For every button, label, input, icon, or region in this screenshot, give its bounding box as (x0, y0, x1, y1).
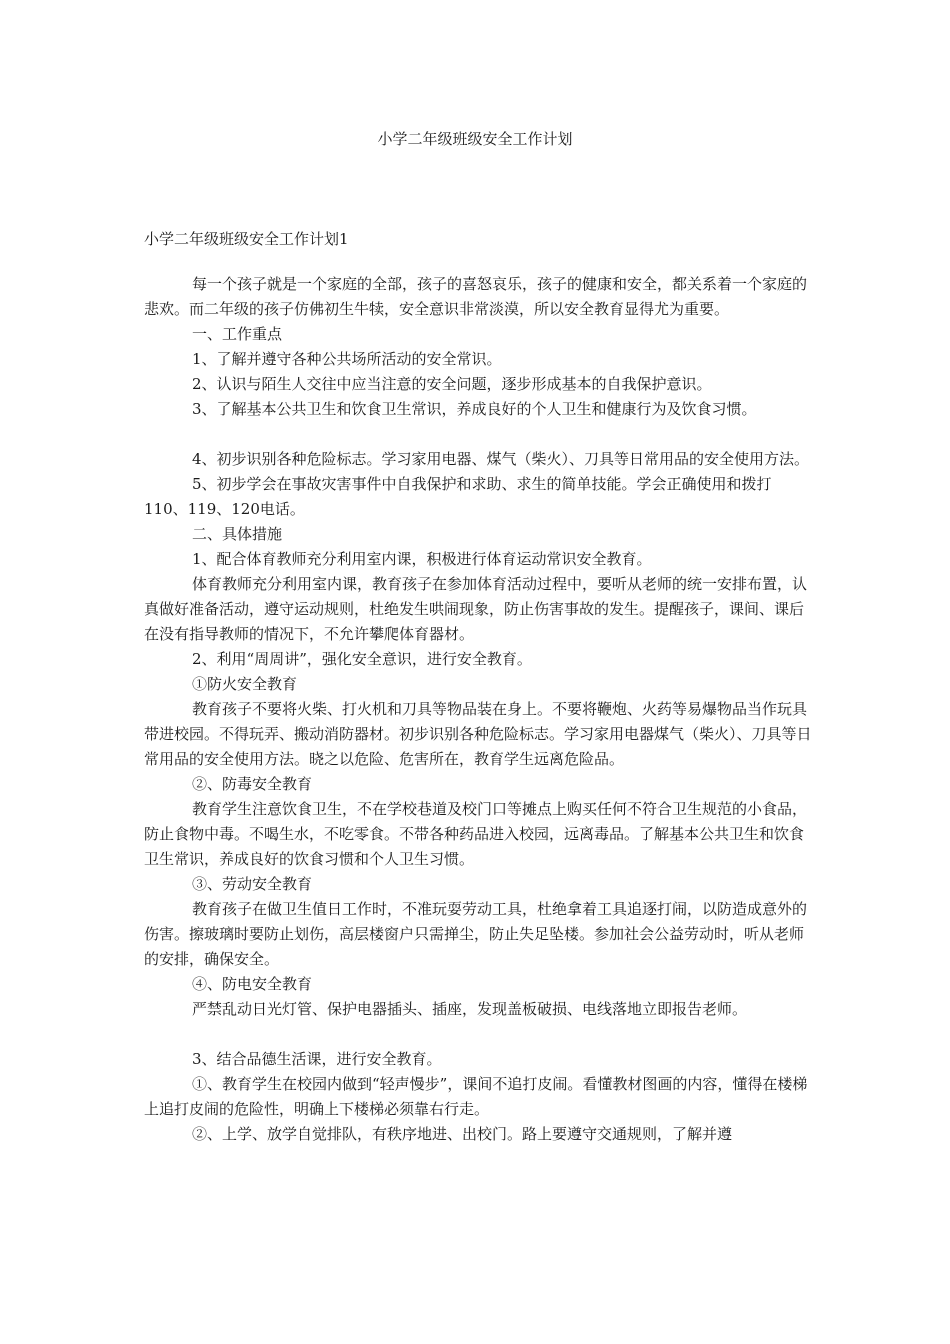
labor-safety-heading: ③、劳动安全教育 (192, 875, 313, 893)
focus-item-2: 2、认识与陌生人交往中应当注意的安全问题，逐步形成基本的自我保护意识。 (192, 375, 712, 393)
heading-measures: 二、具体措施 (192, 525, 283, 543)
document-title: 小学二年级班级安全工作计划 (377, 130, 573, 148)
electric-safety-detail: 严禁乱动日光灯管、保护电器插头、插座，发现盖板破损、电线落地立即报告老师。 (192, 1000, 748, 1018)
poison-safety-detail: 教育学生注意饮食卫生，不在学校巷道及校门口等摊点上购买任何不符合卫生规范的小食品，防止食物中毒。不喝生水，不吃零食。不带各种药品进入校园，远离毒品。了解基本公共卫生和饮食卫生常识，养成良好的饮食习惯和个人卫生习惯。 (144, 800, 808, 868)
section-title: 小学二年级班级安全工作计划1 (144, 230, 349, 248)
measure-item-3-point-1: ①、教育学生在校园内做到“轻声慢步”，课间不追打皮闹。看懂教材图画的内容，懂得在楼梯上追打皮闹的危险性，明确上下楼梯必须靠右行走。 (144, 1075, 808, 1118)
paragraph-gap (144, 422, 814, 447)
focus-item-5: 5、初步学会在事故灾害事件中自我保护和求助、求生的简单技能。学会正确使用和拨打110、119、120电话。 (144, 475, 772, 518)
fire-safety-detail: 教育孩子不要将火柴、打火机和刀具等物品装在身上。不要将鞭炮、火药等易爆物品当作玩具带进校园。不得玩弄、搬动消防器材。初步识别各种危险标志。学习家用电器煤气（柴火）、刀具等日常用品的安全使用方法。晓之以危险、危害所在，教育学生远离危险品。 (144, 700, 812, 768)
electric-safety-heading: ④、防电安全教育 (192, 975, 313, 993)
intro-paragraph: 每一个孩子就是一个家庭的全部，孩子的喜怒哀乐，孩子的健康和安全，都关系着一个家庭的悲欢。而二年级的孩子仿佛初生牛犊，安全意识非常淡漠，所以安全教育显得尤为重要。 (144, 275, 808, 318)
focus-item-4: 4、初步识别各种危险标志。学习家用电器、煤气（柴火）、刀具等日常用品的安全使用方法。 (192, 450, 810, 468)
focus-item-3: 3、了解基本公共卫生和饮食卫生常识，养成良好的个人卫生和健康行为及饮食习惯。 (192, 400, 757, 418)
poison-safety-heading: ②、防毒安全教育 (192, 775, 313, 793)
measure-item-2: 2、利用“周周讲”，强化安全意识，进行安全教育。 (192, 650, 532, 668)
labor-safety-detail: 教育孩子在做卫生值日工作时，不准玩耍劳动工具，杜绝拿着工具追逐打闹，以防造成意外的伤害。擦玻璃时要防止划伤，高层楼窗户只需掸尘，防止失足坠楼。参加社会公益劳动时，听从老师的安排，确保安全。 (144, 900, 808, 968)
measure-item-1: 1、配合体育教师充分利用室内课，积极进行体育运动常识安全教育。 (192, 550, 652, 568)
measure-item-3: 3、结合品德生活课，进行安全教育。 (192, 1050, 442, 1068)
heading-work-focus: 一、工作重点 (192, 325, 283, 343)
paragraph-gap (144, 1022, 814, 1047)
focus-item-1: 1、了解并遵守各种公共场所活动的安全常识。 (192, 350, 502, 368)
measure-item-3-point-2: ②、上学、放学自觉排队，有秩序地进、出校门。路上要遵守交通规则，了解并遵 (192, 1125, 733, 1143)
document-body (144, 272, 814, 1147)
measure-item-1-detail: 体育教师充分利用室内课，教育孩子在参加体育活动过程中，要听从老师的统一安排布置，认真做好准备活动，遵守运动规则，杜绝发生哄闹现象，防止伤害事故的发生。提醒孩子，课间、课后在没有指导教师的情况下，不允许攀爬体育器材。 (144, 575, 808, 643)
fire-safety-heading: ①防火安全教育 (192, 675, 298, 693)
